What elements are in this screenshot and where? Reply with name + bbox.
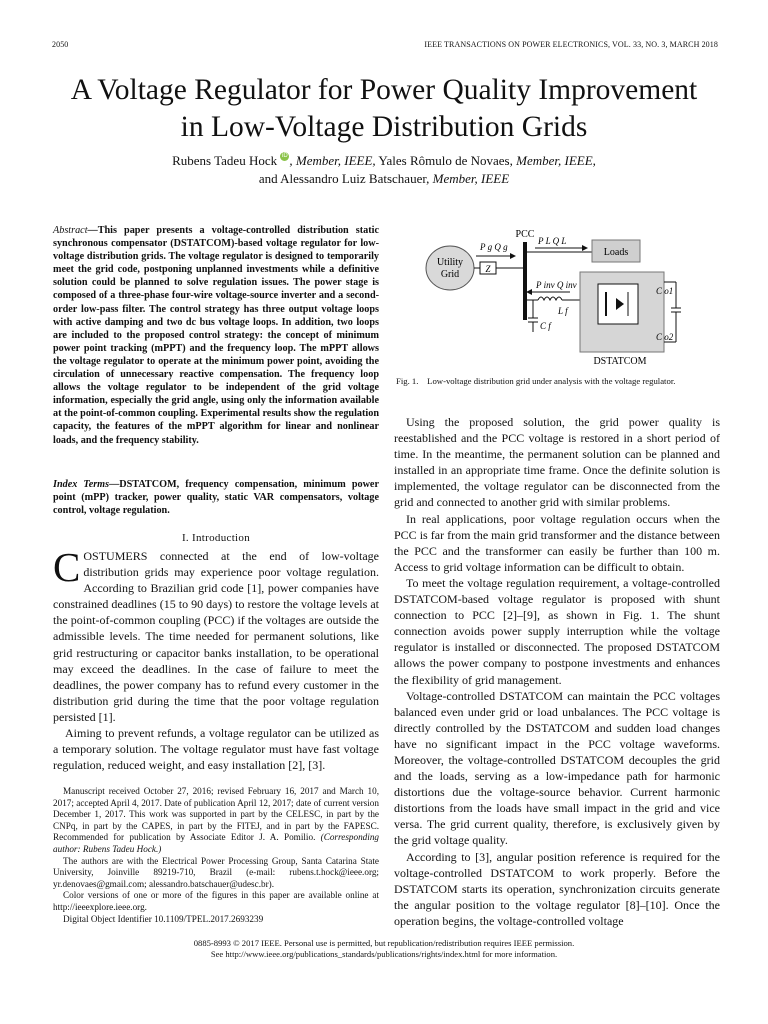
running-header: IEEE TRANSACTIONS ON POWER ELECTRONICS, VOL. 33, NO. 3, MARCH 2018 — [424, 40, 718, 49]
cf-label: C f — [540, 321, 551, 331]
author-membership: , Member, IEEE, — [289, 153, 376, 168]
paragraph: COSTUMERS connected at the end of low-voltage distribution grids may experience poor voltage regulation. According to Brazilian grid code [1], power companies have constrained deadlines (15 to 90 days) to restore the voltage levels at the point-of-common coupling (PCC) if the voltages are outside the admissible levels. The time needed for permanent solutions, like grid restructuring or capacitor banks installation, to be operational may exceed the deadlines. In the case of failure to meet the deadlines, the power company has to refund every customer in the distribution grid during the time that the poor voltage regulation persisted [1]. — [53, 544, 379, 724]
z-label: Z — [485, 264, 491, 274]
index-terms — [53, 478, 379, 517]
rights-link-line: See http://www.ieee.org/publications_standards/publications/rights/index.html for more information. — [210, 949, 558, 959]
paragraph: Using the proposed solution, the grid power quality is reestablished and the PCC voltage is restored in a short period of time. In the meantime, the permanent solution can be planned and installed in an appropriate time frame. Once the definite solution is implemented, the voltage regulator can be disconnected from the grid and connected to another grid with similar problems. — [394, 415, 720, 510]
footnote-doi: Digital Object Identifier 10.1109/TPEL.2017.2693239 — [63, 913, 264, 924]
abstract-text: —This paper presents a voltage-controlled distribution static synchronous compensator (DSTATCOM)-based voltage regulator for low-voltage distribution grids. The voltage regulator is designed to temporarily meet the grid code, postponing unplanned investments while a definitive solution could be planned to solve regulation issues. The power stage is composed of a three-phase four-wire voltage-source inverter and a second-order low-pass filter. The control strategy has three output voltage loops with active damping and two dc bus voltage loops. In addition, two loops are included to the proposed control strategy: the concept of minimum power point tracking (mPPT) and the frequency loop. The mPPT allows the voltage regulator to operate at the minimum power point, avoiding the circulation of unnecessary reactive compensation. The frequency loop allows the voltage regulator to be independent of the grid voltage information, especially the grid angle, using only the information available at the point-of-common coupling. Experimental results show the regulation capacity, the features of the mPPT algorithm for linear and nonlinear loads, and the frequency stability. — [53, 225, 379, 446]
pg-qg-label: P g Q g — [480, 242, 508, 252]
inductor-lf — [538, 297, 562, 300]
pl-ql-label: P L Q L — [538, 236, 567, 246]
lf-label: L f — [558, 306, 568, 316]
title-line-2: in Low-Voltage Distribution Grids — [180, 111, 588, 143]
loads-label: Loads — [603, 247, 629, 258]
utility-grid-node — [426, 246, 474, 290]
author-line-1 — [0, 152, 768, 170]
index-terms-label: Index Terms — [53, 479, 110, 490]
section-heading: I. Introduction — [181, 532, 251, 544]
figure-1-diagram — [420, 228, 720, 368]
right-column-text — [394, 414, 720, 929]
pinv-qinv-label: P inv Q inv — [536, 280, 577, 290]
abstract-label: Abstract — [53, 225, 88, 236]
grid-label: Grid — [440, 269, 460, 280]
index-terms-text: —DSTATCOM, frequency compensation, minimum power point (mPP) tracker, power quality, static VAR compensators, voltage control, voltage regulation. — [53, 479, 379, 517]
footnote — [53, 786, 379, 925]
pcc-bus — [523, 242, 527, 320]
page-number: 2050 — [52, 40, 69, 49]
footnote-color: Color versions of one or more of the figures in this paper are available online at http://ieeexplore.ieee.org. — [53, 890, 379, 912]
paragraph: In real applications, poor voltage regulation occurs when the PCC is far from the main grid transformer and the distance between the PCC and the transformer can easily be further than 100 m. Access to grid voltage information can be difficult to obtain. — [394, 511, 720, 574]
footnote-manuscript: Manuscript received October 27, 2016; revised February 16, 2017 and March 10, 2017; accepted April 4, 2017. Date of publication April 12, 2017; date of current version December 1, 2017. This work was supported in part by the CELESC, in part by the CNPq, in part by the CAPES, in part by the FITEJ, and in part by the FAPESC. Recommended for publication by Associate Editor J. A. Pomilio. (Corresponding author: Rubens Tadeu Hock.) — [53, 786, 380, 854]
copyright-footer — [0, 938, 768, 960]
author-line-2 — [0, 170, 768, 188]
author-name: Rubens Tadeu Hock — [172, 153, 278, 168]
copyright-line: 0885-8993 © 2017 IEEE. Personal use is permitted, but republication/redistribution requires IEEE permission. — [193, 938, 575, 948]
pcc-label: PCC — [515, 229, 535, 240]
paper-title — [0, 72, 768, 146]
paragraph: Voltage-controlled DSTATCOM can maintain the PCC voltages balanced even under grid or load unbalances. The PCC voltage is directly controlled by the DSTATCOM and sudden load changes have no significant impact in the PCC voltage waveforms. Moreover, the voltage-controlled DSTATCOM decouples the grid and the loads, serving as a low-impedance path for harmonic distortions due the voltage-source behavior. Current harmonic distortions from the loads have small impact in the grid and vice versa. The grid current quality, therefore, is exclusively given by the grid voltage quality. — [394, 688, 720, 848]
introduction-text — [53, 544, 379, 773]
author-name: Yales Rômulo de Novaes, — [375, 153, 513, 168]
paragraph: To meet the voltage regulation requirement, a voltage-controlled DSTATCOM-based voltage regulator is proposed with shunt connection to PCC [2]–[9], as shown in Fig. 1. The shunt connection avoids power supply interruption while the voltage regulator is installed or disconnected. The proposed DSTATCOM allows the power company to postpone investments and enhances the flexibility of grid management. — [394, 575, 720, 687]
utility-label: Utility — [436, 257, 464, 268]
title-line-1: A Voltage Regulator for Power Quality Improvement — [70, 74, 698, 106]
co2-label: C o2 — [656, 332, 674, 342]
author-list — [0, 152, 768, 188]
author-membership: Member, IEEE, — [512, 153, 596, 168]
figure-label: Fig. 1. — [396, 376, 419, 386]
abstract — [53, 224, 379, 447]
orcid-icon[interactable]: iD — [282, 153, 288, 159]
figure-caption-text: Low-voltage distribution grid under analysis with the voltage regulator. — [427, 376, 676, 386]
author-membership: Member, IEEE — [429, 171, 510, 186]
footnote-affiliation: The authors are with the Electrical Power Processing Group, Santa Catarina State University, Joinville 89219-710, Brazil (e-mail: rubens.t.hock@ieee.org; yr.denovaes@gmail.com; alessandro.batschauer@udesc.br). — [53, 855, 379, 889]
drop-cap: C — [53, 544, 81, 590]
paragraph: Aiming to prevent refunds, a voltage regulator can be utilized as a temporary solution. The voltage regulator must have fast voltage regulation, reduced weight, and easy installation [2], [3]. — [53, 726, 379, 773]
author-name: and Alessandro Luiz Batschauer, — [258, 171, 430, 186]
dstatcom-label: DSTATCOM — [593, 356, 647, 367]
paragraph: According to [3], angular position reference is required for the voltage-controlled DSTATCOM to work properly. Before the DSTATCOM starts its operation, synchronization circuits generate the angular position to the voltage regulator [8]–[10]. Once the operation begins, the voltage-controlled voltage — [394, 849, 720, 928]
co1-label: C o1 — [656, 286, 674, 296]
figure-caption — [396, 376, 726, 386]
